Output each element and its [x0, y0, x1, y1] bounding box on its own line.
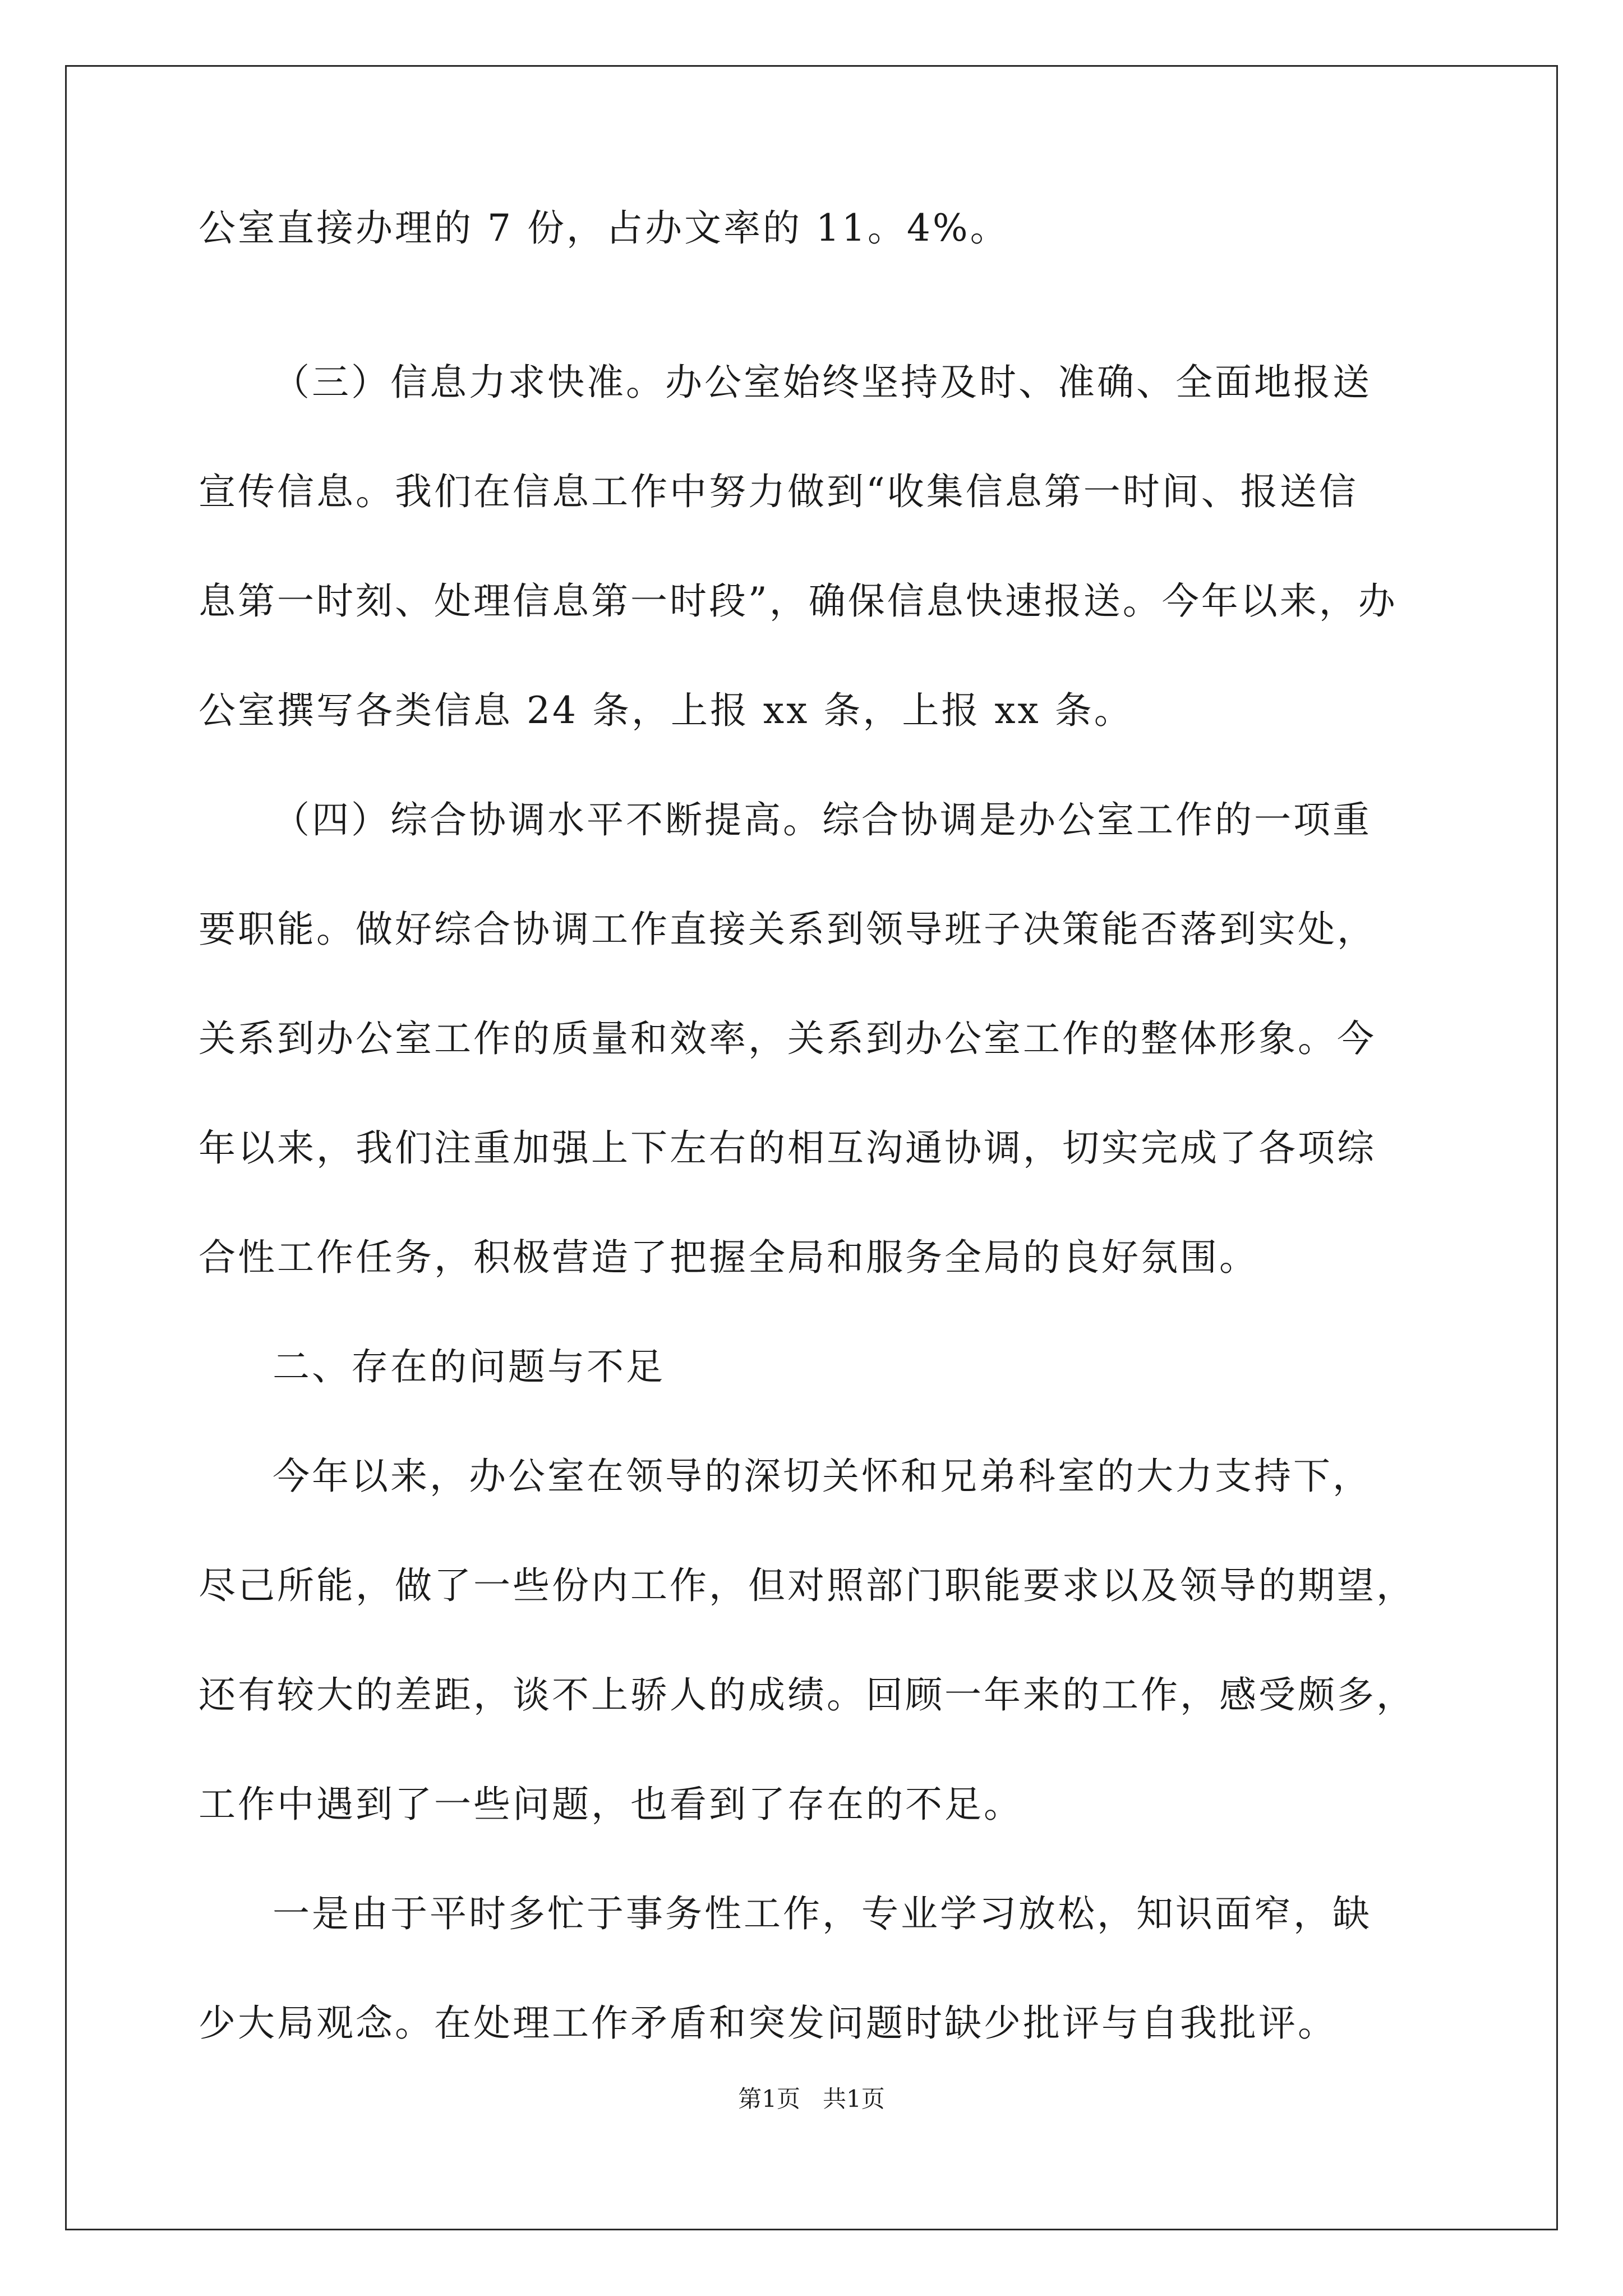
text-line: 今年以来，办公室在领导的深切关怀和兄弟科室的大力支持下，: [273, 1455, 1372, 1498]
text-line: 宣传信息。我们在信息工作中努力做到“收集信息第一时间、报送信: [199, 470, 1358, 513]
text-line: 合性工作任务，积极营造了把握全局和服务全局的良好氛围。: [199, 1236, 1258, 1279]
text-line: 工作中遇到了一些问题，也看到了存在的不足。: [199, 1783, 1023, 1826]
text-line: （三）信息力求快准。办公室始终坚持及时、准确、全面地报送: [273, 361, 1372, 404]
text-line: 尽己所能，做了一些份内工作，但对照部门职能要求以及领导的期望，: [199, 1564, 1415, 1607]
text-line: 公室撰写各类信息 24 条，上报 xx 条，上报 xx 条。: [199, 689, 1133, 732]
text-line: 年以来，我们注重加强上下左右的相互沟通协调，切实完成了各项综: [199, 1126, 1376, 1170]
text-line: 一是由于平时多忙于事务性工作，专业学习放松，知识面窄，缺: [273, 1892, 1372, 1935]
text-line: （四）综合协调水平不断提高。综合协调是办公室工作的一项重: [273, 798, 1372, 841]
text-line: 还有较大的差距，谈不上骄人的成绩。回顾一年来的工作，感受颇多，: [199, 1673, 1415, 1717]
page-footer: 第1页 共1页: [738, 2085, 885, 2113]
text-line: 关系到办公室工作的质量和效率，关系到办公室工作的整体形象。今: [199, 1017, 1376, 1060]
section-heading: 二、存在的问题与不足: [273, 1345, 665, 1388]
text-line: 要职能。做好综合协调工作直接关系到领导班子决策能否落到实处，: [199, 908, 1376, 951]
text-line: 少大局观念。在处理工作矛盾和突发问题时缺少批评与自我批评。: [199, 2001, 1337, 2045]
text-line: 公室直接办理的 7 份，占办文率的 11。4%。: [199, 206, 1009, 250]
text-line: 息第一时刻、处理信息第一时段”，确保信息快速报送。今年以来，办: [199, 579, 1398, 623]
